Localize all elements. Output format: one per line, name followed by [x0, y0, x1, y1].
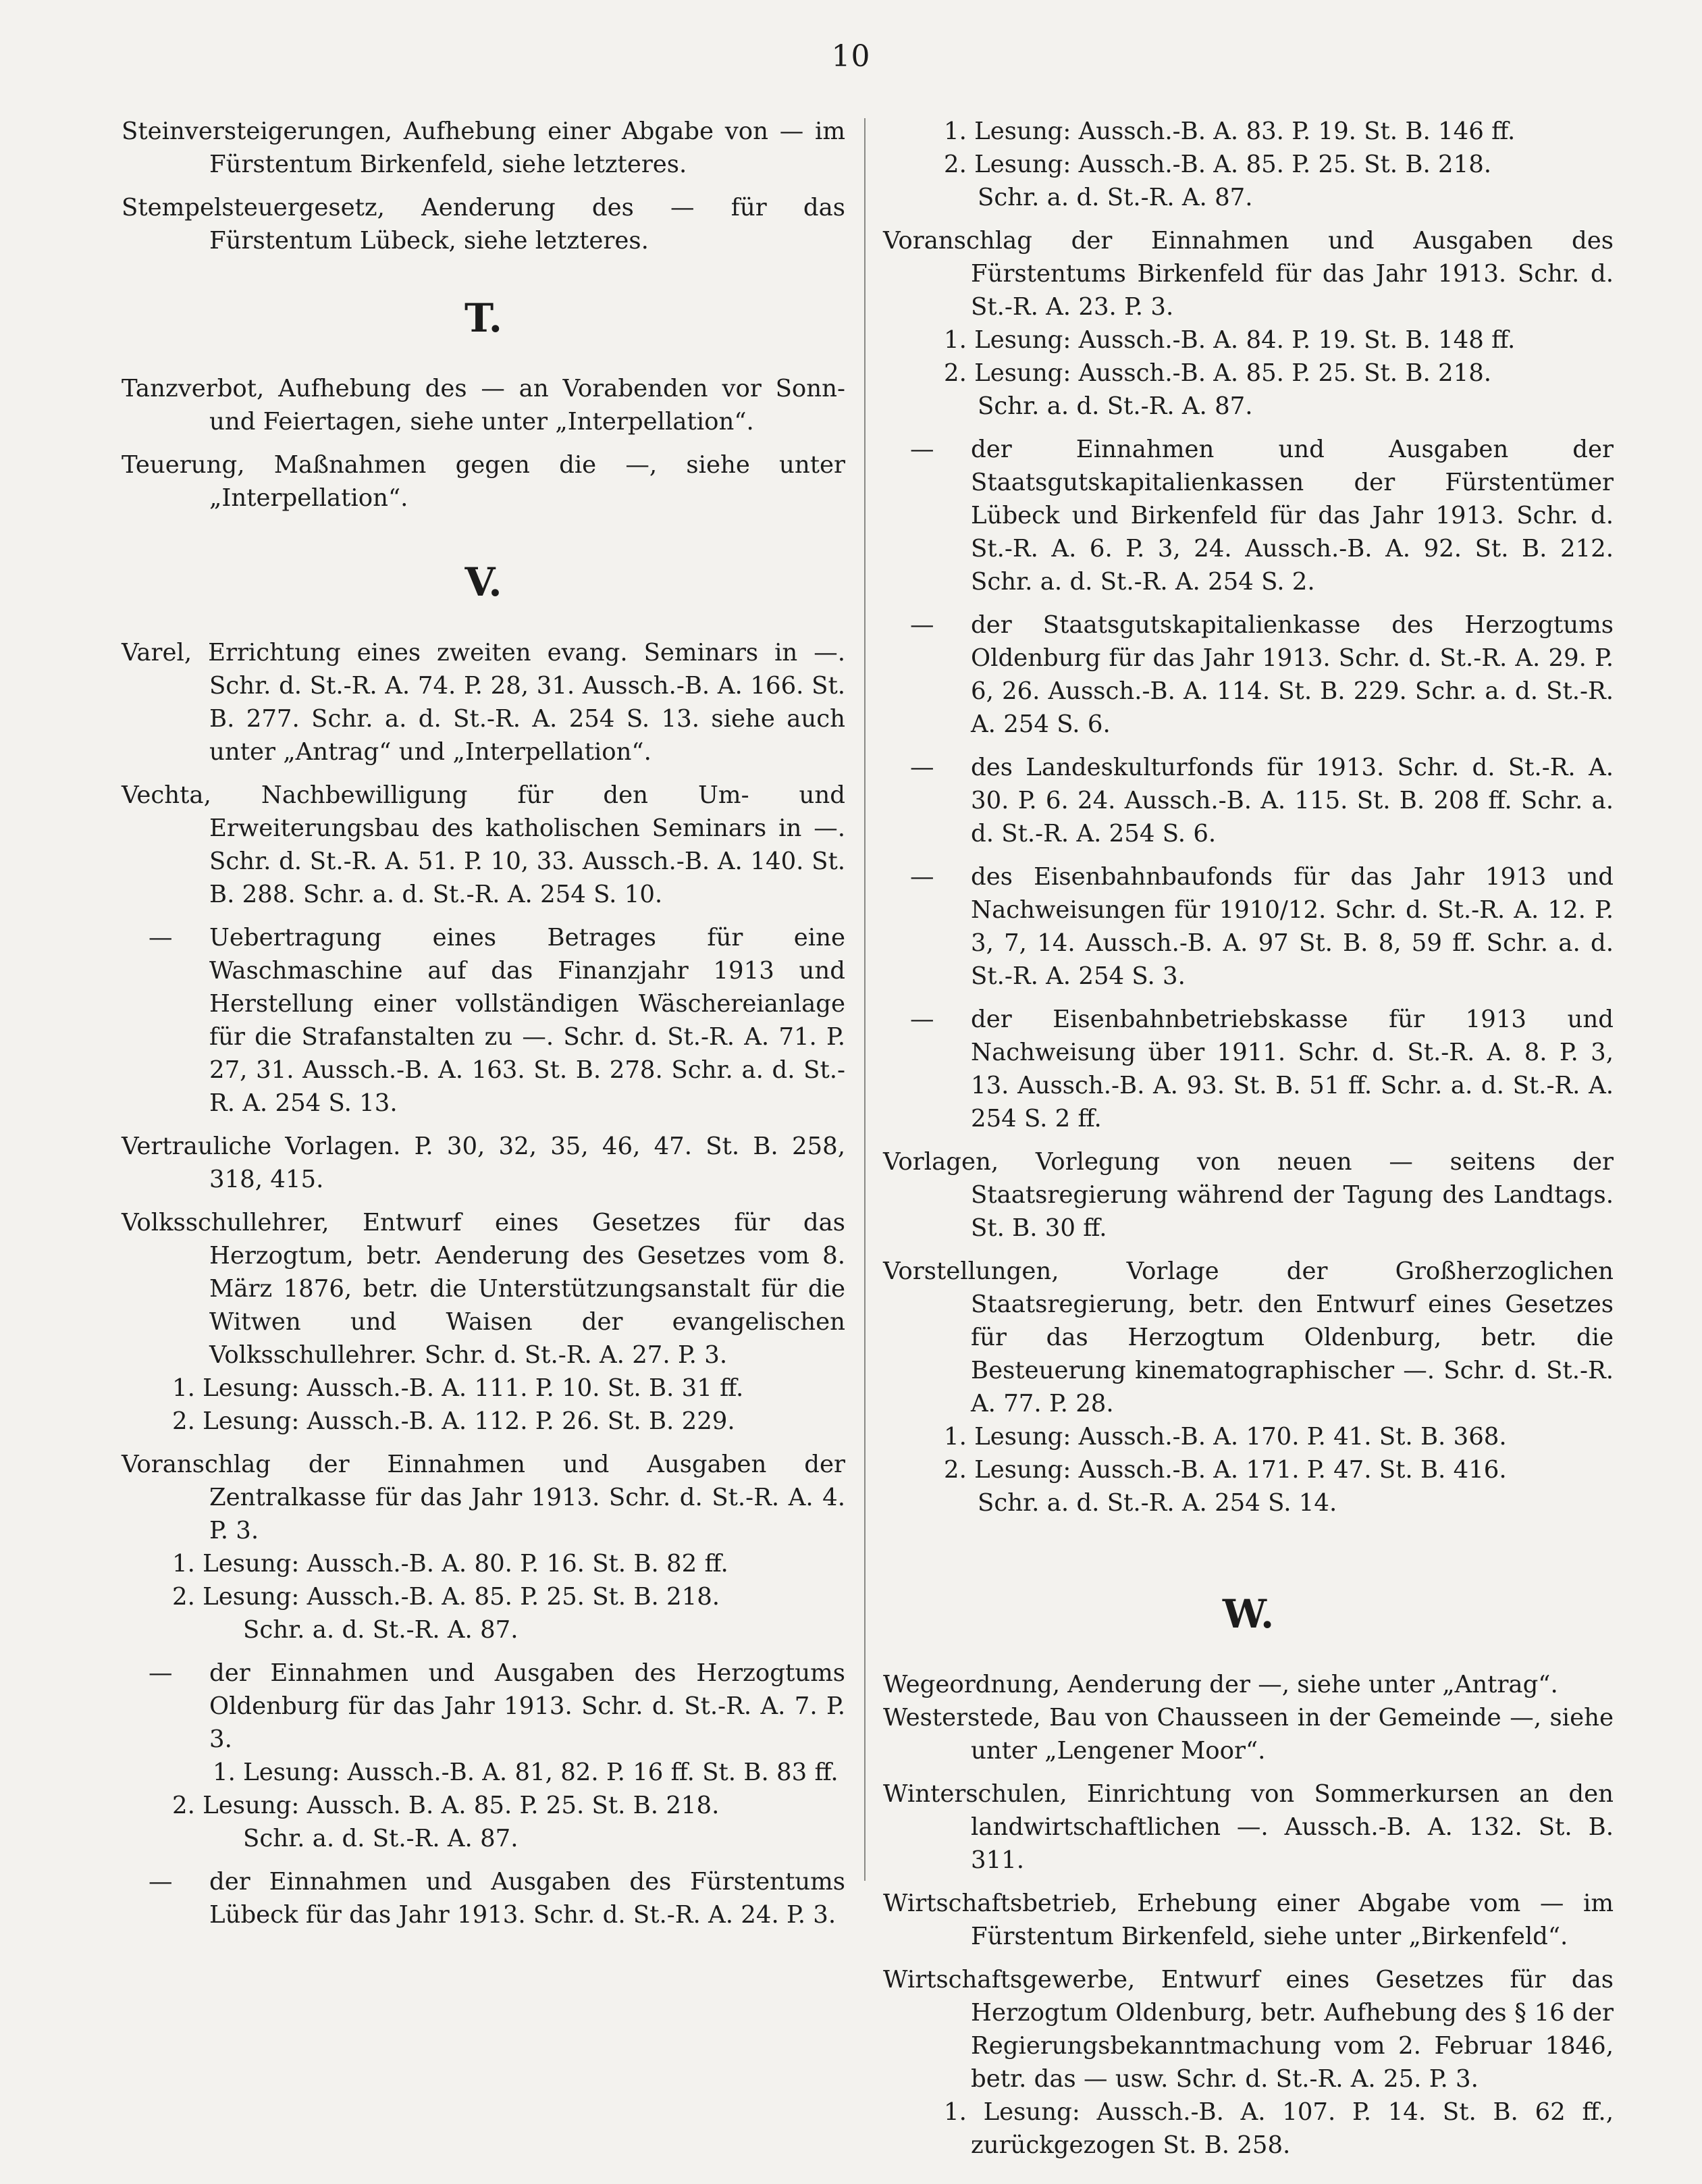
index-subentry: — der Einnahmen und Ausgaben der Staatsgutskapitalienkassen der Fürstentümer Lübeck und Birkenfeld für das Jahr 1913. Schr. d. St.-R. A. 6. P. 3, 24. Aussch.-B. A. 92. St. B. 212. Schr. a. d. St.-R. A. 254 S. 2.	[910, 436, 1614, 596]
section-letter-v: V.	[464, 559, 502, 605]
reading-line: 1. Lesung: Aussch.-B. A. 170. P. 41. St. B. 368.	[944, 1423, 1507, 1451]
index-subentry: — Uebertragung eines Betrages für eine Waschmaschine auf das Finanzjahr 1913 und Herstellung einer vollständigen Wäschereianlage für die Strafanstalten zu —. Schr. d. St.-R. A. 71. P. 27, 31. Aussch.-B. A. 163. St. B. 278. Schr. a. d. St.-R. A. 254 S. 13.	[149, 924, 845, 1117]
reading-continuation: Schr. a. d. St.-R. A. 254 S. 14.	[978, 1489, 1337, 1517]
index-subentry: — des Landeskulturfonds für 1913. Schr. d. St.-R. A. 30. P. 6. 24. Aussch.-B. A. 115. St. B. 208 ff. Schr. a. d. St.-R. A. 254 S. 6.	[910, 754, 1614, 848]
index-entry: Voranschlag der Einnahmen und Ausgaben der Zentralkasse für das Jahr 1913. Schr. d. St.-R. A. 4. P. 3.	[122, 1451, 845, 1544]
reading-continuation: Schr. a. d. St.-R. A. 87.	[978, 392, 1253, 420]
reading-line: 2. Lesung: Aussch.-B. A. 85. P. 25. St. B. 218.	[944, 359, 1492, 387]
index-entry: Vorstellungen, Vorlage der Großherzoglichen Staatsregierung, betr. den Entwurf eines Gesetzes für das Herzogtum Oldenburg, betr. die Besteuerung kinematographischer —. Schr. d. St.-R. A. 77. P. 28.	[883, 1257, 1614, 1418]
index-entry: Stempelsteuergesetz, Aenderung des — für das Fürstentum Lübeck, siehe letzteres.	[122, 194, 845, 255]
reading-line: 2. Lesung: Aussch.-B. A. 171. P. 47. St. B. 416.	[944, 1456, 1507, 1484]
index-subentry: — der Einnahmen und Ausgaben des Herzogtums Oldenburg für das Jahr 1913. Schr. d. St.-R. A. 7. P. 3.	[149, 1659, 845, 1753]
reading-continuation: Schr. a. d. St.-R. A. 87.	[978, 184, 1253, 211]
section-letter-t: T.	[464, 295, 502, 341]
index-entry: Steinversteigerungen, Aufhebung einer Abgabe von — im Fürstentum Birkenfeld, siehe letzteres.	[122, 118, 845, 178]
reading-line: 1. Lesung: Aussch.-B. A. 111. P. 10. St. B. 31 ff.	[172, 1374, 744, 1402]
index-entry: Wegeordnung, Aenderung der —, siehe unter „Antrag“.	[883, 1671, 1558, 1698]
index-subentry: — des Eisenbahnbaufonds für das Jahr 1913 und Nachweisungen für 1910/12. Schr. d. St.-R. A. 12. P. 3, 7, 14. Aussch.-B. A. 97 St. B. 8, 59 ff. Schr. a. d. St.-R. A. 254 S. 3.	[910, 863, 1614, 990]
reading-line: 2. Lesung: Aussch.-B. A. 85. P. 25. St. B. 218.	[944, 151, 1492, 178]
reading-line: 1. Lesung: Aussch.-B. A. 83. P. 19. St. B. 146 ff.	[944, 118, 1516, 145]
index-entry: Wirtschaftsbetrieb, Erhebung einer Abgabe vom — im Fürstentum Birkenfeld, siehe unter „Birkenfeld“.	[883, 1890, 1614, 1950]
index-subentry: — der Eisenbahnbetriebskasse für 1913 und Nachweisung über 1911. Schr. d. St.-R. A. 8. P. 3, 13. Aussch.-B. A. 93. St. B. 51 ff. Schr. a. d. St.-R. A. 254 S. 2 ff.	[910, 1006, 1614, 1133]
reading-line: 1. Lesung: Aussch.-B. A. 81, 82. P. 16 ff. St. B. 83 ff.	[213, 1759, 839, 1786]
index-entry: Volksschullehrer, Entwurf eines Gesetzes für das Herzogtum, betr. Aenderung des Gesetzes vom 8. März 1876, betr. die Unterstützungsanstalt für die Witwen und Waisen der evangelischen Volksschullehrer. Schr. d. St.-R. A. 27. P. 3.	[122, 1209, 845, 1369]
index-entry: Vechta, Nachbewilligung für den Um- und Erweiterungsbau des katholischen Seminars in —. Schr. d. St.-R. A. 51. P. 10, 33. Aussch.-B. A. 140. St. B. 288. Schr. a. d. St.-R. A. 254 S. 10.	[122, 781, 845, 908]
index-entry: Vorlagen, Vorlegung von neuen — seitens der Staatsregierung während der Tagung des Landtags. St. B. 30 ff.	[883, 1148, 1614, 1242]
reading-line: 2. Lesung: Aussch. B. A. 85. P. 25. St. B. 218.	[172, 1792, 720, 1819]
index-entry: Varel, Errichtung eines zweiten evang. Seminars in —. Schr. d. St.-R. A. 74. P. 28, 31. Aussch.-B. A. 166. St. B. 277. Schr. a. d. St.-R. A. 254 S. 13. siehe auch unter „Antrag“ und „Interpellation“.	[122, 639, 845, 766]
column-divider	[864, 118, 866, 1881]
page-number: 10	[831, 39, 871, 74]
index-entry: Westerstede, Bau von Chausseen in der Gemeinde —, siehe unter „Lengener Moor“.	[883, 1704, 1614, 1765]
reading-continuation: Schr. a. d. St.-R. A. 87.	[243, 1825, 518, 1852]
reading-line: 2. Lesung: Aussch.-B. A. 112. P. 26. St. B. 229.	[172, 1407, 735, 1435]
section-letter-w: W.	[1222, 1591, 1275, 1637]
index-entry: Wirtschaftsgewerbe, Entwurf eines Gesetzes für das Herzogtum Oldenburg, betr. Aufhebung des § 16 der Regierungsbekanntmachung vom 2. Februar 1846, betr. das — usw. Schr. d. St.-R. A. 25. P. 3.	[883, 1966, 1614, 2093]
reading-line: 2. Lesung: Aussch.-B. A. 85. P. 25. St. B. 218.	[172, 1583, 720, 1611]
right-column	[883, 115, 1614, 2162]
index-subentry: — der Staatsgutskapitalienkasse des Herzogtums Oldenburg für das Jahr 1913. Schr. d. St.-R. A. 29. P. 6, 26. Aussch.-B. A. 114. St. B. 229. Schr. a. d. St.-R. A. 254 S. 6.	[910, 611, 1614, 738]
left-column	[122, 115, 845, 1942]
reading-line: 1. Lesung: Aussch.-B. A. 80. P. 16. St. B. 82 ff.	[172, 1550, 728, 1578]
index-entry: Tanzverbot, Aufhebung des — an Vorabenden vor Sonn- und Feiertagen, siehe unter „Interpellation“.	[122, 375, 845, 436]
index-entry: Teuerung, Maßnahmen gegen die —, siehe unter „Interpellation“.	[122, 451, 845, 512]
index-entry: Winterschulen, Einrichtung von Sommerkursen an den landwirtschaftlichen —. Aussch.-B. A. 132. St. B. 311.	[883, 1780, 1614, 1874]
index-entry: Voranschlag der Einnahmen und Ausgaben des Fürstentums Birkenfeld für das Jahr 1913. Schr. d. St.-R. A. 23. P. 3.	[883, 227, 1614, 321]
reading-line: 1. Lesung: Aussch.-B. A. 84. P. 19. St. B. 148 ff.	[944, 326, 1516, 354]
index-subentry: — der Einnahmen und Ausgaben des Fürstentums Lübeck für das Jahr 1913. Schr. d. St.-R. A. 24. P. 3.	[149, 1868, 845, 1929]
index-entry: Vertrauliche Vorlagen. P. 30, 32, 35, 46, 47. St. B. 258, 318, 415.	[122, 1133, 845, 1193]
reading-continuation: Schr. a. d. St.-R. A. 87.	[243, 1616, 518, 1644]
reading-line: 1. Lesung: Aussch.-B. A. 107. P. 14. St. B. 62 ff., zurückgezogen St. B. 258.	[944, 2098, 1614, 2159]
